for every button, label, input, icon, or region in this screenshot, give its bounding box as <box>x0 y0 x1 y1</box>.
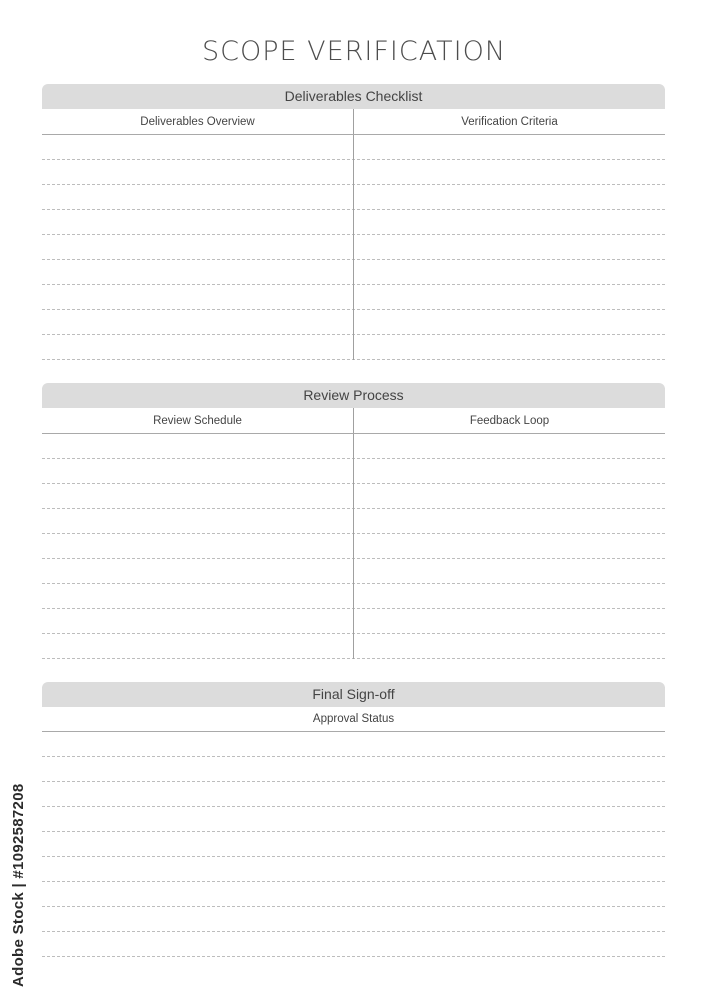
ruled-rows <box>42 135 665 360</box>
column-header-verification-criteria: Verification Criteria <box>461 116 558 128</box>
section-header: Final Sign-off <box>42 682 665 707</box>
ruled-line <box>42 832 665 857</box>
ruled-line <box>42 807 665 832</box>
column-divider <box>353 434 354 659</box>
column-header-feedback-loop: Feedback Loop <box>469 415 550 427</box>
final-sign-off-section <box>42 682 665 957</box>
column-headers <box>42 408 665 434</box>
ruled-rows <box>42 434 665 659</box>
column-header-review-schedule: Review Schedule <box>42 408 354 433</box>
ruled-rows <box>42 732 665 957</box>
page-title: SCOPE VERIFICATION <box>201 36 507 67</box>
ruled-line <box>42 857 665 882</box>
ruled-line <box>42 882 665 907</box>
column-header-approval-status: Approval Status <box>42 707 665 732</box>
review-process-section <box>42 383 665 659</box>
stock-watermark-label: Adobe Stock | #1092587208 <box>10 783 27 987</box>
ruled-line <box>42 932 665 957</box>
column-divider <box>353 135 354 360</box>
deliverables-checklist-section <box>42 84 665 360</box>
column-header-deliverables-overview: Deliverables Overview <box>42 109 354 134</box>
ruled-line <box>42 757 665 782</box>
ruled-line <box>42 782 665 807</box>
ruled-line <box>42 907 665 932</box>
column-headers <box>42 109 665 135</box>
ruled-line <box>42 732 665 757</box>
section-header: Deliverables Checklist <box>42 84 665 109</box>
section-header: Review Process <box>42 383 665 408</box>
